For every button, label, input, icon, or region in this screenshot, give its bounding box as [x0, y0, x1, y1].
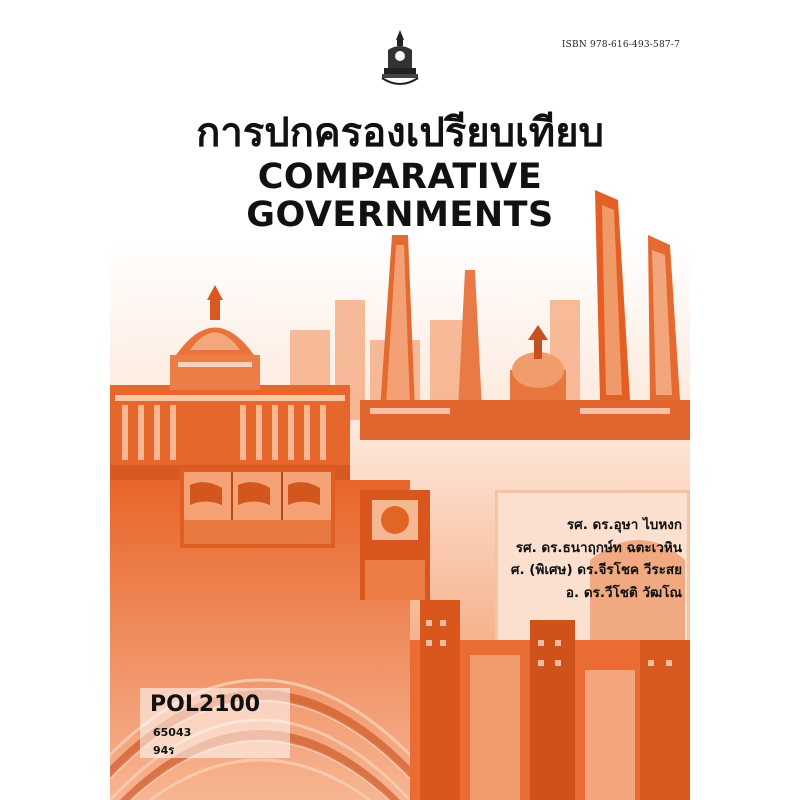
author-list	[482, 514, 682, 604]
author-name: อ. ดร.วีโชติ วัฒโณ	[565, 584, 682, 601]
author-name: ศ. (พิเศษ) ดร.จีรโชค วีระสย	[510, 562, 682, 578]
flags-photo	[180, 468, 335, 548]
university-emblem-icon	[380, 28, 420, 90]
title-english-line2: GOVERNMENTS	[246, 195, 554, 235]
isbn-text: ISBN 978-616-493-587-7	[561, 40, 680, 50]
book-cover	[110, 0, 690, 800]
edition-mark: 94ร	[153, 744, 175, 757]
author-name: รศ. ดร.อุษา ไบหงก	[566, 517, 682, 533]
title-english-line1: COMPARATIVE	[257, 157, 543, 197]
author-name: รศ. ดร.ธนาฤกษ์ท ฉตะเวหิน	[515, 539, 682, 556]
podium-banner	[360, 490, 430, 600]
catalog-number: 65043	[153, 726, 192, 739]
title-thai: การปกครองเปรียบเทียบ	[196, 110, 604, 156]
course-code: POL2100	[150, 692, 261, 717]
